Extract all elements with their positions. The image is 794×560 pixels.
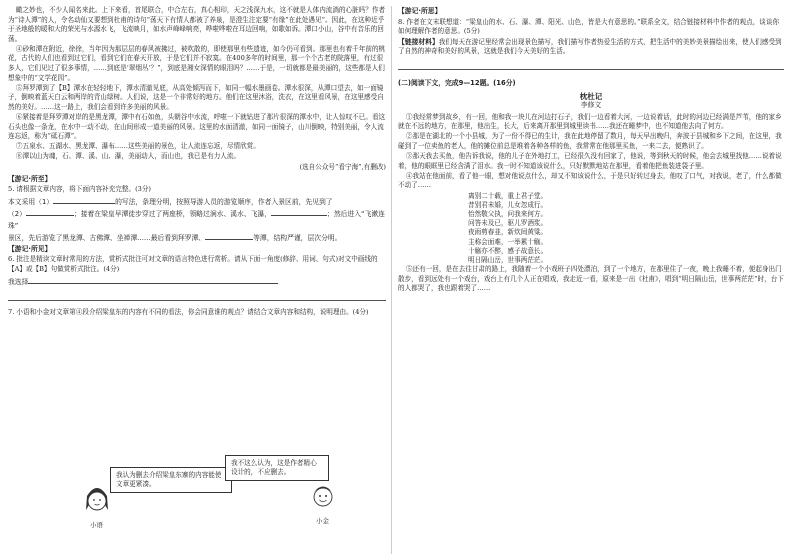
q5-text-6: 景区，先后游览了黑龙潭、古佛潭、坐禅潭……最后看到拜罗潭、 (8, 233, 206, 242)
poem-line-3: 怡然敬父执，问我来何方。 (468, 209, 548, 218)
section-heading-suosi: 【游记·所思】 (398, 7, 442, 15)
left-column (8, 6, 386, 318)
passage-paragraph-1: 瞰之妙也，不少人闻名来此。上下来看，首尾联合，中合左右，真心相印，天之浅深九水，这不就是人体内流淌的心脏吗？作者为“诗人潭”的人，令名动仙又要想到杜甫的诗句“荡天下有情人都被了养泉，是澄生注定要“有缘”在此处遇见”。因此，在这种近乎于圣地般的暖和大的荣光与水源水飞，飞流映月，如水声峰峰响亮，哗啦哗啦在耳边回响，如歌如诉。潭口小山，谷中有音乐的回荡。 (8, 6, 386, 43)
poem-block (398, 192, 784, 266)
q5-blank-4[interactable] (205, 232, 253, 240)
q6-choice-label: 我选择 (8, 277, 29, 286)
q6-answer-line[interactable] (28, 276, 278, 284)
passage-paragraph-5: ⑦五泉水、五湖水、黑龙潭、瀑布……这些美丽的景色，让人流连忘返，尽情欣赏。 (15, 142, 260, 151)
speech-bubble-xiaojin: 我不这么认为，这是作者精心设计的，不应删去。 (225, 455, 329, 481)
q5-blank-3[interactable] (271, 208, 327, 216)
girl-face-icon (88, 492, 106, 510)
q5-text-5: ；然后进入“飞漱连珠” (8, 209, 385, 230)
boy-avatar-icon (308, 478, 338, 514)
article-paragraph-3: ③那天我去买鱼，他告诉我说，他的儿子在外地打工，已经很久没有回家了，他说，等到秋天的时候，他会去城里找他……说着说着，他的眼眶里已经含满了泪水。我一时不知道该说什么，只好默默地站在那里，看着他把鱼装进袋子里。 (398, 152, 782, 170)
passage-paragraph-2: ④砂和潭在附近，徐徐，当年因为那层层的春风被拂过，被吹散的，即使那里有些遗迹，如今仍可看到。那里也有着千年前的桃花，古代的人们也看到过它们，看到它们在春天开放，于是它们并不寂寞。在400多年的时间里，那一个个古老的院落里，有过很多人，它们见过了很多事情，……到底是‘翠烟丛’？”，到底是湘女深情的眼泪吗？……于是，一切就都是最美丽的，这些都是人们想象中的“文学花园”。 (8, 44, 386, 82)
passage-paragraph-4: ⑥紧接着是拜罗潭对岸的是黑龙潭，潭中有石如鱼，头朝谷中水流，呼啦一下就钻进了那片很深的潭水中，让人惊叹不已。看这石头也像一条龙，在水中一动不动，在山间形成一道美丽的风景。这里的水面清澈，如同一面镜子，山川倒映，特别美丽，令人流连忘返，称为“砥石潭”。 (8, 113, 386, 141)
poem-line-4: 问答未及已，驱儿罗酒浆。 (468, 219, 548, 228)
poem-line-6: 主称会面难，一举累十觞。 (468, 237, 548, 246)
question-8: 8. 作者在文末联想道：“梁皇山的水、石、瀑、潭、阳光、山色，皆是大有意思的。”联系全文，结合链接材料中作者的观点，谈谈你如何理解作者的意思。(5分) (398, 17, 780, 36)
article-author: 李修文 (580, 101, 602, 110)
column-divider (391, 6, 392, 554)
article-paragraph-2: ②那是在湖北的一个小县城，为了一份不得已的生计，我在此地停留了数月，每天早出晚归，奔波于县城和乡下之间，在这里，我碰到了一位卖鱼的老人，他的摊位前总是堆着各种各样的鱼，我常常在他那里买鱼，一来二去，便熟识了。 (398, 132, 782, 151)
q6-answer-line-2[interactable] (8, 290, 386, 301)
q5-text-3: （2） (8, 209, 26, 218)
question-6: 6. 批注是精读文章时常用的方法，赏析式批注可对文章的语言特色进行赏析。请从下面一角度(修辞、用词、句式)对文中画线的【A】或【B】句做赏析式批注。(4分) (8, 255, 378, 273)
link-material-text: 我们每天在游记里经常会出现景色描写，我们描写作者热爱生活的方式，把生活中的美妙美景描绘出来，使人们感受到了自然的神奇和美好的风景，这就是我们今天美好的生活。 (398, 37, 782, 56)
question-5-fill (8, 196, 386, 244)
article-paragraph-4: ④我站在他面前，看了他一眼，想对他说点什么，却又不知该说什么，于是只好转过身去，他叹了口气，对我说，老了，什么都做不动了…… (398, 171, 782, 190)
speech-bubble-xiaoyu: 我认为删去介绍梁皇东寨的内容能使文章更紧凑。 (110, 467, 232, 493)
article-title: 枕杜记 (579, 91, 603, 101)
q5-blank-1[interactable] (53, 196, 115, 204)
question-5: 5. 请根据文章内容，将下面内容补充完整。(3分) (8, 185, 152, 194)
poem-line-5: 夜雨剪春韭，新炊间黄粱。 (468, 228, 548, 237)
question-6-answer (8, 276, 386, 288)
passage-paragraph-6: ⑧潭以山为魂，石、潭、溪、山、瀑，美丽动人，而山也，我已是有力人流。 (15, 152, 241, 161)
q5-text-1: 本文采用（1） (8, 197, 54, 206)
poem-line-2: 昔别君未婚，儿女忽成行。 (468, 200, 548, 209)
passage-source: (选自公众号“看宁海”,有删改) (299, 163, 386, 171)
article-paragraph-5: ⑤还有一回，是在去往甘肃的路上，我随着一个小戏班子四处漂泊，到了一个地方，在那里住了一夜，晚上我睡不着，便起身出门散步，看到远处有一个戏台，戏台上有几个人正在唱戏，我走近一看，原来是一出《杜甫》，唱到“明日隔山岳，世事两茫茫”时，台下的人都哭了，我也跟着哭了…… (398, 265, 784, 293)
passage-paragraph-3: ⑤拜罗潭到了【B】潭水在轻轻地下，潭水清澈见底，从高处倾泻而下，如同一幅水墨画卷。潭水很深，从潭口望去，如一面镜子，倒映着蓝天白云和两岸的青山绿树。人们说，这是一个非常好的地方。他们在这里沐浴，洗衣，在这里看风景，在这里感受自然的美好。……这一路上，我们会看到许多美丽的风景。 (8, 83, 384, 111)
section-heading-suozhi: 【游记·所至】 (8, 174, 52, 183)
part-2-heading: (二)阅读下文，完成9—12题。(16分) (398, 78, 516, 87)
name-label-xiaojin: 小金 (316, 517, 329, 525)
link-material-heading: 【链接材料】 (398, 37, 439, 46)
q5-text-7: 等潭，结构严谨，层次分明。 (253, 233, 342, 242)
q8-answer-line[interactable] (398, 59, 784, 70)
poem-line-1: 离别二十载，重上君子堂。 (468, 191, 548, 200)
right-column (398, 6, 784, 294)
article-paragraph-1: ①我经常梦到故乡，有一回，他和我一块儿在河边打石子，我们一边看着大河，一边说着话，此时的河边已经满是芦苇，他的家乡就在不远的地方，在那里，他出生，长大，后来离开那里到城里读书……我还在睡梦中，也不知道他去向了何方。 (398, 112, 782, 131)
q5-blank-2[interactable] (26, 208, 74, 216)
question-7: 7. 小语和小金对文章第④段介绍梁皇东的内容有不同的看法，你会同意谁的观点？请结合文章内容和结构，说明理由。(4分) (8, 307, 369, 316)
poem-line-7: 十觞亦不醉，感子故意长。 (468, 246, 548, 255)
name-label-xiaoyu: 小语 (90, 521, 103, 529)
girl-avatar-icon (82, 482, 112, 518)
section-heading-suojian: 【游记·所见】 (8, 244, 52, 253)
poem-line-8: 明日隔山岳，世事两茫茫。 (468, 255, 548, 264)
q5-text-2: 的写法，条理分明，按照导游人员的游览顺序，作者入景区前，先见到了 (115, 197, 333, 206)
q5-text-4: ；接着在梁皇早潭徒步穿过了两座桥，领略过涧水、溪水、飞瀑， (73, 209, 272, 218)
link-material (398, 38, 784, 57)
boy-face-icon (314, 488, 332, 506)
